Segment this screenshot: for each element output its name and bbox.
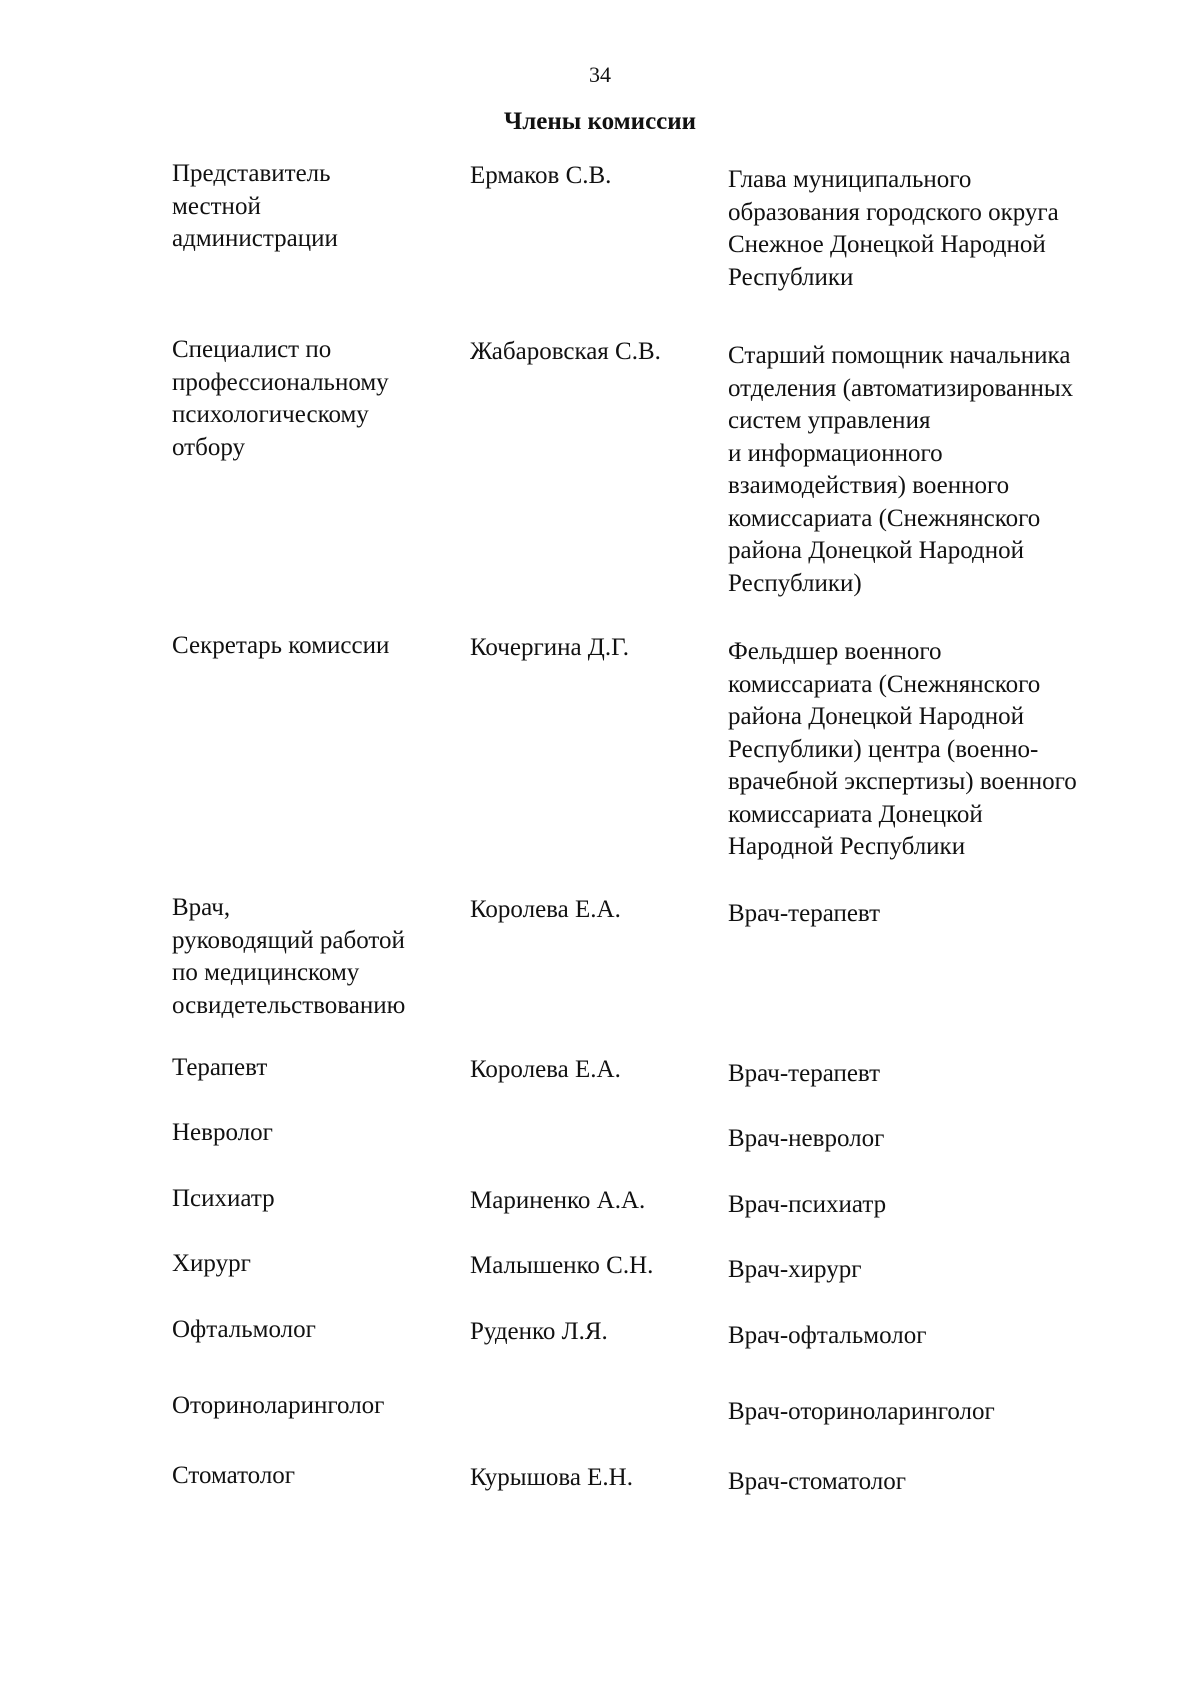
member-position: Фельдшер военного комиссариата (Снежнянского района Донецкой Народной Республики) центра (военно- врачебной экспертизы) военного комиссариата Донецкой Народной Республики (728, 638, 1077, 860)
member-position: Врач-терапевт (728, 1060, 881, 1087)
member-role: Психиатр (172, 1185, 275, 1212)
member-position: Врач-психиатр (728, 1191, 887, 1218)
member-name: Мариненко А.А. (470, 1187, 646, 1214)
member-name: Руденко Л.Я. (470, 1318, 608, 1345)
member-position: Врач-стоматолог (728, 1468, 906, 1495)
member-name: Кочергина Д.Г. (470, 634, 629, 661)
member-role: Хирург (172, 1250, 251, 1277)
member-position: Врач-офтальмолог (728, 1322, 927, 1349)
member-role: Оториноларинголог (172, 1392, 385, 1419)
member-position: Глава муниципального образования городского округа Снежное Донецкой Народной Республики (728, 166, 1059, 291)
member-role: Секретарь комиссии (172, 632, 390, 659)
member-position: Врач-терапевт (728, 900, 881, 927)
member-role: Невролог (172, 1119, 273, 1146)
member-role: Офтальмолог (172, 1316, 316, 1343)
member-name: Курышова Е.Н. (470, 1464, 633, 1491)
member-position: Старший помощник начальника отделения (автоматизированных систем управления и информационного взаимодействия) военного комиссариата (Снежнянского района Донецкой Народной Республики) (728, 342, 1074, 597)
member-position: Врач-оториноларинголог (728, 1398, 995, 1425)
member-position: Врач-невролог (728, 1125, 885, 1152)
member-role: Специалист по профессиональному психологическому отбору (172, 336, 389, 461)
member-role: Представитель местной администрации (172, 160, 338, 252)
document-title: Члены комиссии (503, 108, 697, 135)
member-name: Королева Е.А. (470, 896, 621, 923)
member-name: Ермаков С.В. (470, 162, 612, 189)
member-role: Терапевт (172, 1054, 268, 1081)
page-number: 34 (589, 62, 611, 87)
member-role: Стоматолог (172, 1462, 296, 1489)
member-position: Врач-хирург (728, 1256, 862, 1283)
member-name: Королева Е.А. (470, 1056, 621, 1083)
member-role: Врач, руководящий работой по медицинскому освидетельствованию (172, 894, 406, 1019)
member-name: Жабаровская С.В. (470, 338, 661, 365)
member-name: Малышенко С.Н. (470, 1252, 654, 1279)
